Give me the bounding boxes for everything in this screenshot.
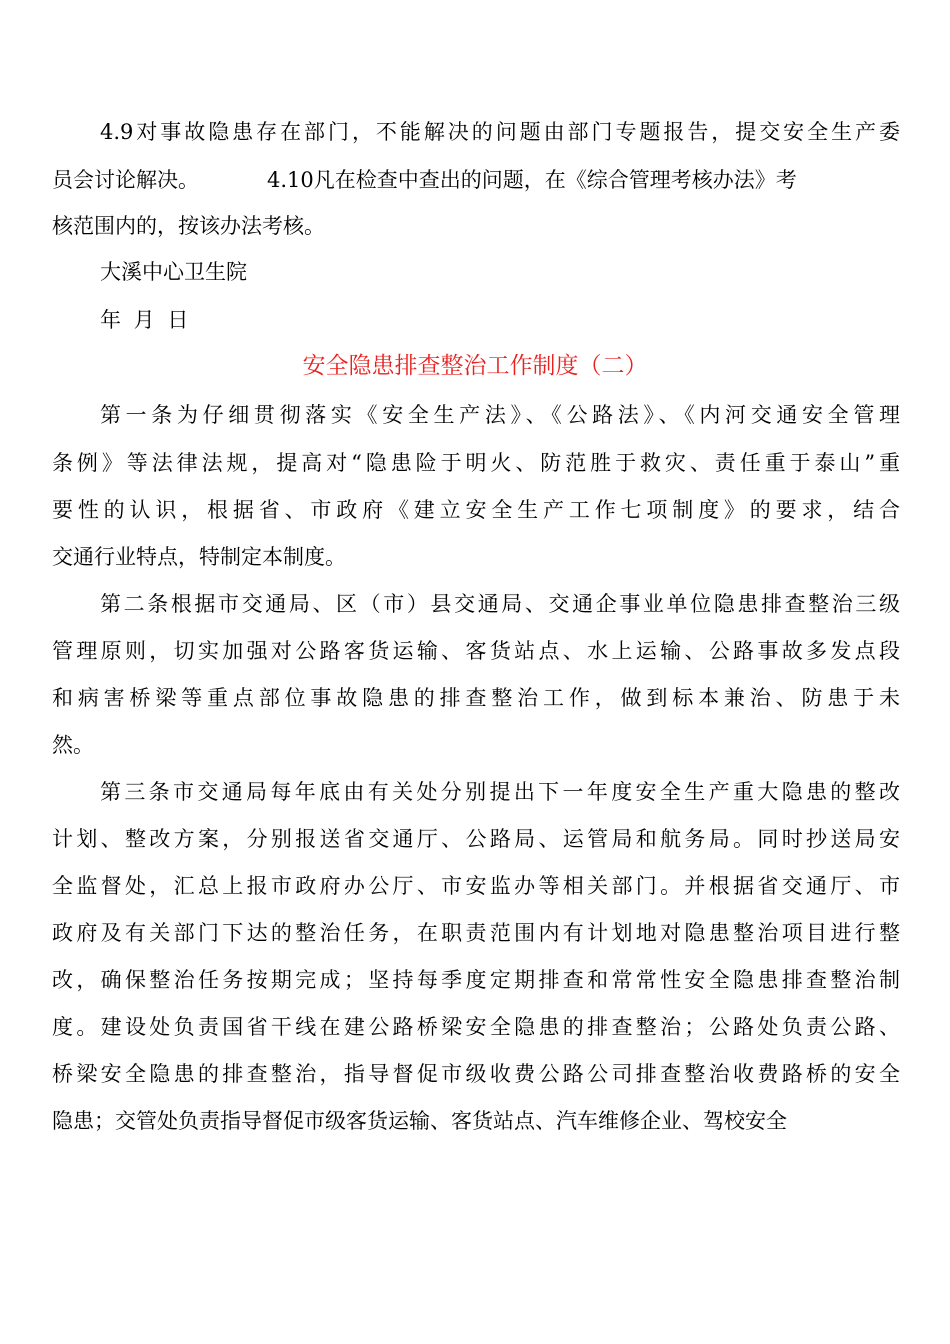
article-1-line: 第一条为仔细贯彻落实《安全生产法》、《公路法》、《内河交通安全管理 <box>100 403 900 427</box>
paragraph-4-9-line-1: 4.9对事故隐患存在部门，不能解决的问题由部门专题报告，提交安全生产委 <box>100 120 900 144</box>
article-3-line: 改，确保整治任务按期完成；坚持每季度定期排查和常常性安全隐患排查整治制 <box>52 968 900 992</box>
article-3-line: 全监督处，汇总上报市政府办公厅、市安监办等相关部门。并根据省交通厅、市 <box>52 874 900 898</box>
article-3-line: 政府及有关部门下达的整治任务，在职责范围内有计划地对隐患整治项目进行整 <box>52 921 900 945</box>
article-2-line: 管理原则，切实加强对公路客货运输、客货站点、水上运输、公路事故多发点段 <box>52 639 900 663</box>
signature-date: 年 月 日 <box>100 308 189 332</box>
article-3-line: 计划、整改方案，分别报送省交通厅、公路局、运管局和航务局。同时抄送局安 <box>52 827 900 851</box>
article-3-line: 桥梁安全隐患的排查整治，指导督促市级收费公路公司排查整治收费路桥的安全 <box>52 1062 900 1086</box>
article-1-line: 条例》等法律法规，提高对“隐患险于明火、防范胜于救灾、责任重于泰山”重 <box>52 451 900 475</box>
article-2-line: 和病害桥梁等重点部位事故隐患的排查整治工作，做到标本兼治、防患于未 <box>52 686 900 710</box>
paragraph-4-9-line-2-start: 员会讨论解决。 <box>52 168 199 192</box>
article-1-line: 交通行业特点，特制定本制度。 <box>52 545 346 569</box>
article-3-line: 第三条市交通局每年底由有关处分别提出下一年度安全生产重大隐患的整改 <box>100 780 900 804</box>
paragraph-4-10-start: 4.10凡在检查中查出的问题，在《综合管理考核办法》考 <box>267 168 797 192</box>
paragraph-4-10-line-2: 核范围内的，按该办法考核。 <box>52 214 325 238</box>
article-3-line: 隐患；交管处负责指导督促市级客货运输、客货站点、汽车维修企业、驾校安全 <box>52 1109 787 1133</box>
article-1-line: 要性的认识，根据省、市政府《建立安全生产工作七项制度》的要求，结合 <box>52 498 900 522</box>
article-2-line: 第二条根据市交通局、区（市）县交通局、交通企事业单位隐患排查整治三级 <box>100 592 900 616</box>
article-2-line: 然。 <box>52 733 94 757</box>
section-heading: 安全隐患排查整治工作制度（二） <box>302 353 648 379</box>
signature-org: 大溪中心卫生院 <box>100 260 247 284</box>
paragraph-4-9-line-2 <box>52 165 797 195</box>
article-3-line: 度。建设处负责国省干线在建公路桥梁安全隐患的排查整治；公路处负责公路、 <box>52 1015 900 1039</box>
